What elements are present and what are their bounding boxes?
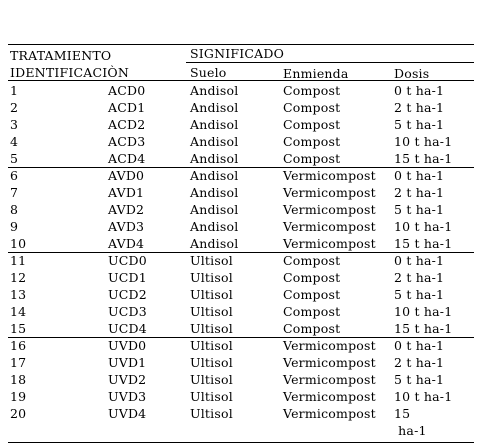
row-number: 9 (10, 219, 19, 234)
row-id: UCD2 (108, 287, 147, 302)
row-suelo: Andisol (190, 219, 239, 234)
row-suelo: Andisol (190, 236, 239, 251)
row-number: 7 (10, 185, 19, 200)
row-suelo: Andisol (190, 83, 239, 98)
row-id: UCD4 (108, 321, 147, 336)
row-enmienda: Vermicompost (283, 372, 376, 387)
row-suelo: Andisol (190, 117, 239, 132)
row-dosis: 2 t ha-1 (394, 185, 445, 200)
row-number: 4 (10, 134, 19, 149)
row-dosis: 0 t ha-1 (394, 253, 445, 268)
row-id: AVD4 (108, 236, 145, 251)
header-dosis: Dosis (394, 66, 430, 81)
row-number: 11 (10, 253, 27, 268)
row-suelo: Andisol (190, 185, 239, 200)
row-enmienda: Vermicompost (283, 202, 376, 217)
row-suelo: Andisol (190, 168, 239, 183)
header-suelo: Suelo (190, 65, 227, 80)
row-id: UCD1 (108, 270, 147, 285)
row-number: 14 (10, 304, 27, 319)
row-suelo: Ultisol (190, 338, 233, 353)
significado-rule (186, 62, 474, 63)
row-number: 5 (10, 151, 19, 166)
row-id: UCD0 (108, 253, 147, 268)
row-dosis: 5 t ha-1 (394, 372, 445, 387)
row-dosis: 5 t ha-1 (394, 117, 445, 132)
row-number: 20 (10, 406, 27, 421)
row-dosis: 5 t ha-1 (394, 287, 445, 302)
row-suelo: Ultisol (190, 406, 233, 421)
row-dosis: 15 t ha-1 (394, 236, 453, 251)
row-id: UVD3 (108, 389, 147, 404)
row-enmienda: Vermicompost (283, 185, 376, 200)
row-number: 2 (10, 100, 19, 115)
row-number: 19 (10, 389, 27, 404)
row-enmienda: Compost (283, 117, 341, 132)
bottom-rule (8, 442, 474, 443)
row-suelo: Ultisol (190, 321, 233, 336)
row-suelo: Ultisol (190, 355, 233, 370)
row-id: AVD2 (108, 202, 145, 217)
row-number: 1 (10, 83, 19, 98)
row-suelo: Ultisol (190, 372, 233, 387)
row-suelo: Ultisol (190, 253, 233, 268)
row-id: UVD4 (108, 406, 147, 421)
row-dosis: 15 t ha-1 (394, 321, 453, 336)
row-dosis: 10 t ha-1 (394, 134, 453, 149)
row-enmienda: Vermicompost (283, 406, 376, 421)
row-enmienda: Compost (283, 151, 341, 166)
row-enmienda: Compost (283, 287, 341, 302)
row-enmienda: Vermicompost (283, 219, 376, 234)
row-dosis: 10 t ha-1 (394, 304, 453, 319)
row-dosis: 10 t ha-1 (394, 389, 453, 404)
row-dosis: 15 ha-1 (394, 406, 427, 438)
row-dosis: 15 t ha-1 (394, 151, 453, 166)
row-enmienda: Vermicompost (283, 236, 376, 251)
header-tratamiento: TRATAMIENTO (10, 48, 112, 63)
row-id: UVD2 (108, 372, 147, 387)
row-dosis: 0 t ha-1 (394, 168, 445, 183)
row-suelo: Ultisol (190, 389, 233, 404)
row-suelo: Ultisol (190, 270, 233, 285)
row-enmienda: Compost (283, 304, 341, 319)
row-id: AVD0 (108, 168, 145, 183)
row-dosis: 2 t ha-1 (394, 270, 445, 285)
header-significado: SIGNIFICADO (190, 46, 285, 61)
row-number: 10 (10, 236, 27, 251)
row-number: 17 (10, 355, 27, 370)
row-enmienda: Vermicompost (283, 355, 376, 370)
header-identificacion: IDENTIFICACIÒN (10, 65, 129, 80)
row-id: UVD1 (108, 355, 147, 370)
row-number: 16 (10, 338, 27, 353)
row-suelo: Andisol (190, 100, 239, 115)
row-enmienda: Compost (283, 321, 341, 336)
row-suelo: Ultisol (190, 287, 233, 302)
row-enmienda: Vermicompost (283, 338, 376, 353)
row-number: 8 (10, 202, 19, 217)
row-id: ACD2 (108, 117, 146, 132)
row-enmienda: Vermicompost (283, 168, 376, 183)
row-id: ACD4 (108, 151, 146, 166)
row-id: ACD3 (108, 134, 146, 149)
row-id: ACD0 (108, 83, 146, 98)
row-dosis: 0 t ha-1 (394, 338, 445, 353)
row-id: ACD1 (108, 100, 146, 115)
row-enmienda: Compost (283, 253, 341, 268)
row-suelo: Andisol (190, 151, 239, 166)
row-enmienda: Compost (283, 134, 341, 149)
row-id: UCD3 (108, 304, 147, 319)
row-number: 6 (10, 168, 19, 183)
header-enmienda: Enmienda (283, 66, 349, 81)
row-number: 15 (10, 321, 27, 336)
row-number: 13 (10, 287, 27, 302)
row-suelo: Ultisol (190, 304, 233, 319)
row-suelo: Andisol (190, 134, 239, 149)
row-dosis: 2 t ha-1 (394, 100, 445, 115)
row-number: 18 (10, 372, 27, 387)
row-dosis: 5 t ha-1 (394, 202, 445, 217)
row-id: UVD0 (108, 338, 147, 353)
row-enmienda: Compost (283, 100, 341, 115)
row-dosis: 0 t ha-1 (394, 83, 445, 98)
row-id: AVD1 (108, 185, 145, 200)
row-dosis: 10 t ha-1 (394, 219, 453, 234)
row-number: 12 (10, 270, 27, 285)
row-enmienda: Vermicompost (283, 389, 376, 404)
row-suelo: Andisol (190, 202, 239, 217)
row-enmienda: Compost (283, 83, 341, 98)
row-dosis: 2 t ha-1 (394, 355, 445, 370)
row-id: AVD3 (108, 219, 145, 234)
row-enmienda: Compost (283, 270, 341, 285)
row-number: 3 (10, 117, 19, 132)
